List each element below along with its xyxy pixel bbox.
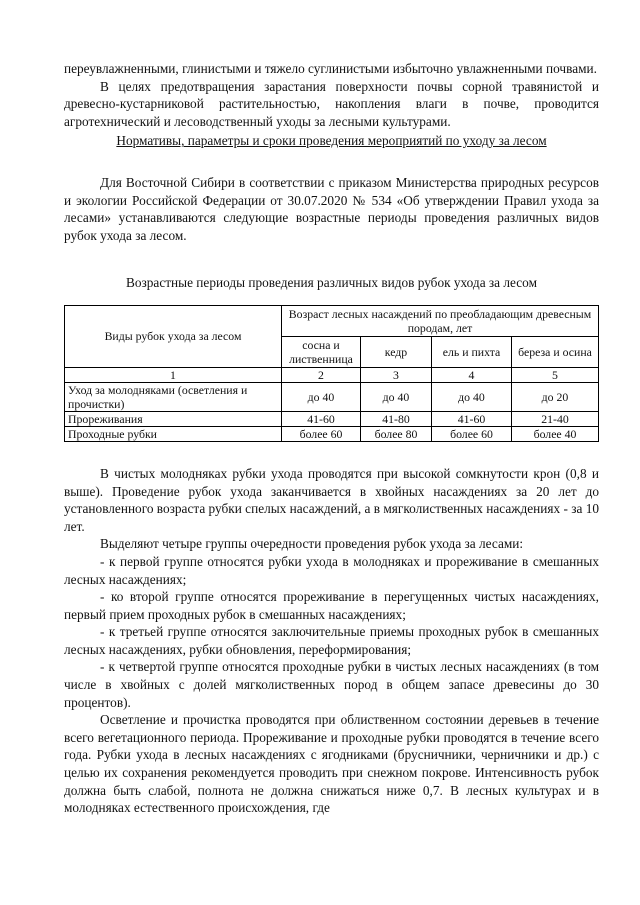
table-cell: более 40 xyxy=(512,426,599,441)
table-subheader-cell: кедр xyxy=(361,336,432,367)
table-cell: до 40 xyxy=(361,382,432,411)
table-cell-type: Прореживания xyxy=(65,411,282,426)
table-cell: 41-80 xyxy=(361,411,432,426)
table-cell-type: Уход за молодняками (осветления и прочистки) xyxy=(65,382,282,411)
table-numbering-row xyxy=(65,367,599,382)
table-number-cell: 2 xyxy=(282,367,361,382)
paragraph-cleaning-timing: Осветление и прочистка проводятся при облиственном состоянии деревьев в течение всего вегетационного периода. Прореживание и проходные рубки проводятся в течение всего года. Рубки ухода в лесных насаждениях с ягодниками (брусничники, черничники и др.) с целью их сохранения рекомендуется проводить при снежном покрове. Интенсивность рубок должна быть слабой, полнота не должна снижаться ниже 0,7. В лесных культурах и в молодняках естественного происхождения, где xyxy=(64,712,599,816)
table-cell: более 60 xyxy=(282,426,361,441)
table-row xyxy=(65,411,599,426)
table-subheader-cell: ель и пихта xyxy=(432,336,512,367)
table-header-row xyxy=(65,305,599,336)
table-cell: до 40 xyxy=(282,382,361,411)
paragraph-intro: Для Восточной Сибири в соответствии с приказом Министерства природных ресурсов и экологии Российской Федерации от 30.07.2020 № 534 «Об утверждении Правил ухода за лесами» устанавливаются следующие возрастные периоды проведения различных видов рубок ухода за лесом. xyxy=(64,174,599,243)
table-subheader-cell: сосна и лиственница xyxy=(282,336,361,367)
table-cell: 41-60 xyxy=(282,411,361,426)
table-row xyxy=(65,382,599,411)
paragraph-young-stands: В чистых молодняках рубки ухода проводятся при высокой сомкнутости крон (0,8 и выше). Проведение рубок ухода заканчивается в хвойных насаждениях за 20 лет до установленного возраста рубки спелых насаждений, а в мягколиственных насаждениях - за 10 лет. xyxy=(64,465,599,534)
table-group-header-cell: Возраст лесных насаждений по преобладающим древесным породам, лет xyxy=(282,305,599,336)
paragraph-continuation: переувлажненными, глинистыми и тяжело суглинистыми избыточно увлажненными почвами. xyxy=(64,61,597,76)
section-heading: Нормативы, параметры и сроки проведения мероприятий по уходу за лесом xyxy=(116,133,547,149)
table-header-cell: Виды рубок ухода за лесом xyxy=(65,305,282,367)
table-cell: 41-60 xyxy=(432,411,512,426)
list-item-group-4: - к четвертой группе относятся проходные рубки в чистых лесных насаждениях (в том числе в хвойных с долей мягколиственных пород в общем запасе древесины до 30 процентов). xyxy=(64,659,599,710)
list-item-group-1: - к первой группе относятся рубки ухода в молодняках и прореживание в смешанных лесных насаждениях; xyxy=(64,553,599,587)
table-row xyxy=(65,426,599,441)
paragraph-agrotechnical-care: В целях предотвращения зарастания поверхности почвы сорной травянистой и древесно-кустарниковой растительностью, накопления влаги в почве, проводится агротехнический и лесоводственный уходы за лесными культурами. xyxy=(64,78,599,129)
table-subheader-cell: береза и осина xyxy=(512,336,599,367)
table-cell-type: Проходные рубки xyxy=(65,426,282,441)
table-cell: более 80 xyxy=(361,426,432,441)
table-cell: до 20 xyxy=(512,382,599,411)
table-number-cell: 1 xyxy=(65,367,282,382)
table-number-cell: 4 xyxy=(432,367,512,382)
table-caption: Возрастные периоды проведения различных видов рубок ухода за лесом xyxy=(126,275,537,291)
document-page xyxy=(64,60,599,817)
table-cell: до 40 xyxy=(432,382,512,411)
table-cell: более 60 xyxy=(432,426,512,441)
list-item-group-2: - ко второй группе относятся прореживание в перегущенных чистых насаждениях, первый прием проходных рубок в смешанных насаждениях; xyxy=(64,589,599,622)
table-cell: 21-40 xyxy=(512,411,599,426)
paragraph-groups-intro: Выделяют четыре группы очередности проведения рубок ухода за лесами: xyxy=(100,536,524,552)
table-number-cell: 3 xyxy=(361,367,432,382)
list-item-group-3: - к третьей группе относятся заключительные приемы проходных рубок в смешанных лесных насаждениях, рубки обновления, переформирования; xyxy=(64,624,599,657)
age-periods-table xyxy=(64,305,599,442)
table-number-cell: 5 xyxy=(512,367,599,382)
